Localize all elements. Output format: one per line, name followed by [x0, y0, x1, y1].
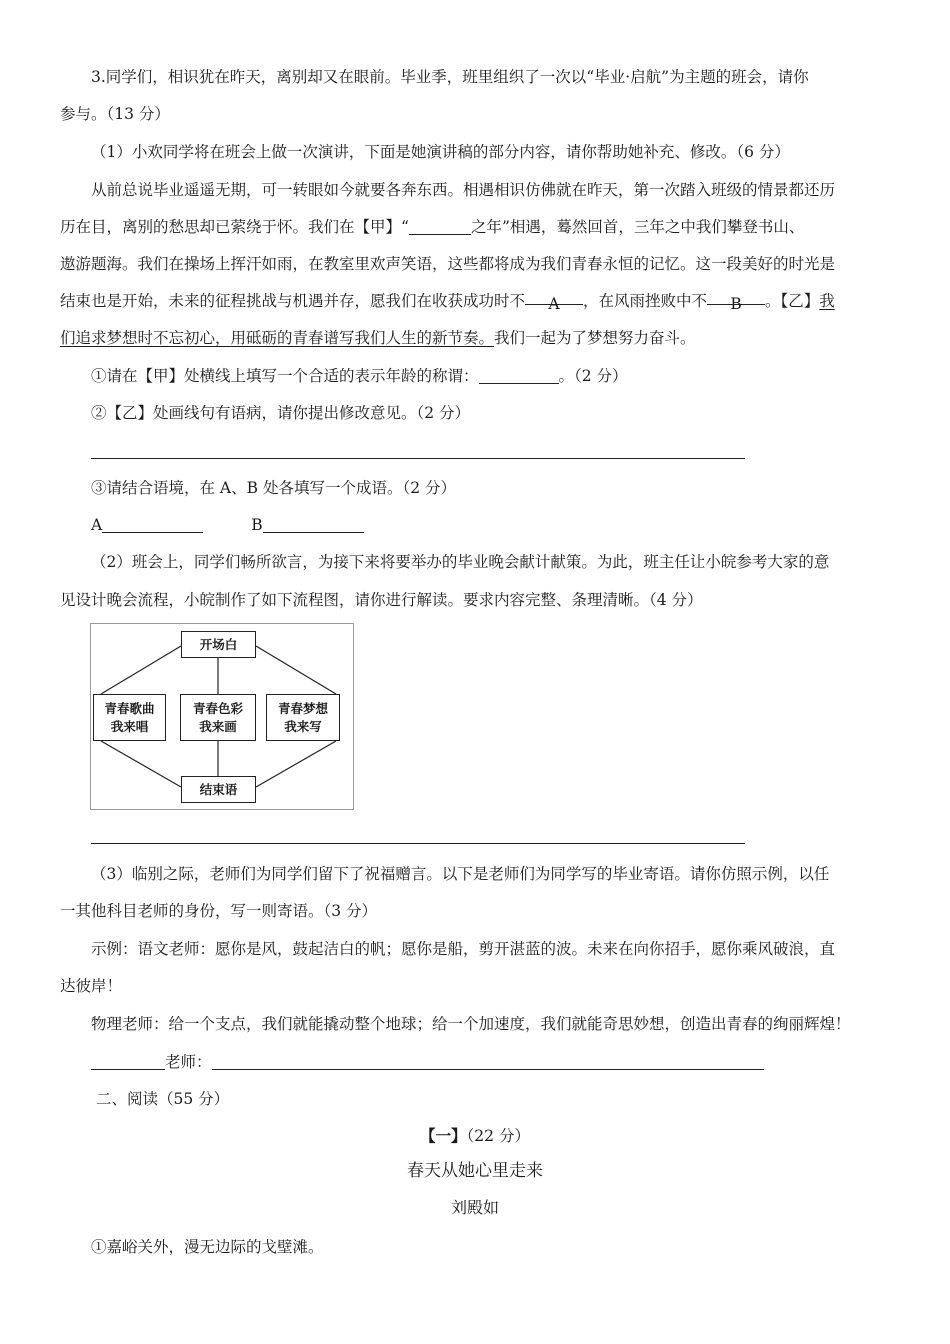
speech-line3: 遨游题海。我们在操场上挥汗如雨，在教室里欢声笑语，这些都将成为我们青春永恒的记忆。这一段美好的时光是: [60, 255, 836, 273]
teacher-label: 老师：: [165, 1053, 212, 1071]
flow-branch-songs-line2: 我来唱: [110, 718, 149, 734]
flow-end-box: 结束语: [181, 776, 256, 803]
flow-branch-dreams-line1: 青春梦想: [277, 700, 328, 716]
speech-line4-b: ，在风雨挫败中不: [583, 292, 708, 310]
message-blank[interactable]: [212, 1051, 764, 1070]
flow-branch-colors-line1: 青春色彩: [192, 700, 243, 716]
part3-line2: 一其他科目老师的身份，写一则寄语。（3 分）: [60, 902, 378, 920]
label-b: B: [251, 516, 263, 534]
flow-branch-songs: [93, 694, 166, 741]
idiom-answers: [91, 507, 926, 543]
part3-line1: （3）临别之际，老师们为同学们留下了祝福赠言。以下是老师们为同学写的毕业寄语。请你仿照示例，以任: [91, 865, 830, 883]
example-line1: 示例：语文老师：愿你是风，鼓起洁白的帆；愿你是船，剪开湛蓝的波。未来在向你招手，愿你乘风破浪，直: [91, 940, 836, 958]
section2-heading: 二、阅读（55 分）: [96, 1090, 230, 1108]
teacher-answer-row: [91, 1044, 926, 1080]
flow-branch-dreams-line2: 我来写: [284, 718, 322, 734]
part1-title: （1）小欢同学将在班会上做一次演讲，下面是她演讲稿的部分内容，请你帮助她补充、修改。（6 分）: [91, 143, 790, 161]
subject-blank[interactable]: [91, 1051, 165, 1070]
speech-line2: [60, 209, 895, 245]
q3-intro-line1: 3.同学们，相识犹在昨天，离别却又在眼前。毕业季，班里组织了一次以“毕业·启航”为主题的班会，请你: [91, 68, 809, 86]
speech-line1: 从前总说毕业遥遥无期，可一转眼如今就要各奔东西。相遇相识仿佛就在昨天，第一次踏入班级的情景都还历: [91, 181, 836, 199]
flow-start-box: 开场白: [181, 631, 256, 658]
item3: ③请结合语境，在 A、B 处各填写一个成语。（2 分）: [91, 479, 456, 497]
item1-score: 。（2 分）: [558, 367, 628, 385]
part2-line2: 见设计晚会流程，小皖制作了如下流程图，请你进行解读。要求内容完整、条理清晰。（4 分）: [60, 591, 703, 609]
speech-line5: [60, 320, 895, 356]
speech-line2-b: 之年”相遇，蓦然回首，三年之中我们攀登书山、: [470, 218, 805, 236]
speech-line4-a: 结束也是开始，未来的征程挑战与机遇并存，愿我们在收获成功时不: [60, 292, 526, 310]
item1: [91, 358, 926, 394]
flowchart: [90, 623, 354, 810]
article-title: 春天从她心里走来: [407, 1161, 543, 1181]
age-title-answer-blank[interactable]: [479, 365, 559, 384]
flow-branch-songs-line1: 青春歌曲: [104, 700, 155, 716]
item2: ②【乙】处画线句有语病，请你提出修改意见。（2 分）: [91, 404, 471, 422]
q3-intro-line2: 参与。（13 分）: [60, 105, 170, 123]
flow-branch-colors: [180, 694, 256, 741]
speech-line4: [60, 283, 895, 319]
speech-line5-b: 我们一起为了梦想努力奋斗。: [494, 329, 696, 347]
answer-b-blank[interactable]: [263, 514, 364, 533]
blank-a[interactable]: A: [525, 286, 583, 305]
label-a: A: [91, 516, 103, 534]
flow-branch-dreams: [266, 694, 340, 741]
part-one-heading: [0, 1121, 950, 1151]
blank-jia[interactable]: [409, 216, 471, 235]
flow-branch-colors-line2: 我来画: [199, 718, 237, 734]
part-one-score: （22 分）: [466, 1127, 530, 1145]
article-author: 刘殿如: [450, 1198, 499, 1217]
faulty-sentence: 们追求梦想时不忘初心，用砥砺的青春谱写我们人生的新节奏。: [60, 329, 495, 347]
answer-a-blank[interactable]: [102, 514, 203, 533]
physics-teacher-message: 物理老师：给一个支点，我们就能撬动整个地球；给一个加速度，我们就能奇思妙想，创造出青春的绚丽辉煌！: [91, 1015, 851, 1033]
speech-line4-c: 。【乙】: [765, 292, 820, 310]
item2-answer-line[interactable]: [91, 458, 745, 459]
blank-b[interactable]: B: [707, 286, 765, 305]
part-one-bracket: 【一】: [420, 1126, 467, 1145]
example-line2: 达彼岸！: [60, 977, 123, 995]
speech-line4-underlined: 我: [819, 292, 835, 310]
item1-text: ①请在【甲】处横线上填写一个合适的表示年龄的称谓：: [91, 367, 479, 385]
part2-line1: （2）班会上，同学们畅所欲言，为接下来将要举办的毕业晚会献计献策。为此，班主任让小皖参考大家的意: [91, 553, 830, 571]
article-paragraph-1: ①嘉峪关外，漫无边际的戈壁滩。: [91, 1238, 324, 1256]
speech-line2-a: 历在目，离别的愁思却已萦绕于怀。我们在【甲】“: [60, 218, 409, 236]
part2-answer-line[interactable]: [91, 843, 745, 844]
